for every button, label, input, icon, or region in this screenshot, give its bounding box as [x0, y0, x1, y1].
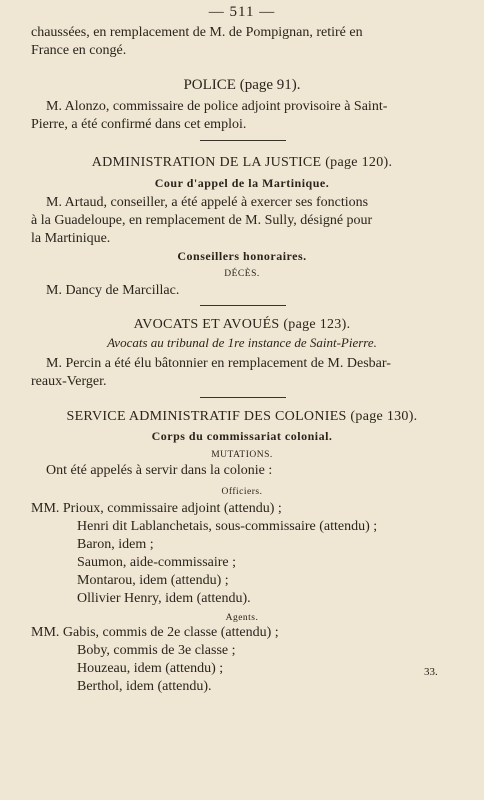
intro-line-1: chaussées, en remplacement de M. de Pompignan, retiré en	[31, 25, 363, 40]
deces-label: DÉCÈS.	[224, 269, 260, 279]
section-divider	[200, 397, 286, 398]
avocats-line-1: M. Percin a été élu bâtonnier en remplacement de M. Desbar-	[46, 356, 391, 371]
agents-label: Agents.	[225, 613, 259, 623]
officier-entry: Henri dit Lablanchetais, sous-commissaire (attendu) ;	[77, 519, 378, 534]
justice-subheading: Cour d'appel de la Martinique.	[154, 176, 330, 190]
officier-entry: Ollivier Henry, idem (attendu).	[77, 591, 251, 606]
agent-entry: Boby, commis de 3e classe ;	[77, 643, 236, 658]
avocats-subheading: Avocats au tribunal de 1re instance de Saint-Pierre.	[107, 335, 377, 350]
mutations-label: MUTATIONS.	[211, 450, 273, 460]
justice-line-2: à la Guadeloupe, en remplacement de M. Sully, désigné pour	[31, 213, 373, 228]
police-heading: POLICE (page 91).	[183, 77, 301, 93]
section-divider	[200, 140, 286, 141]
officier-entry: Montarou, idem (attendu) ;	[77, 573, 229, 588]
service-intro-line: Ont été appelés à servir dans la colonie :	[46, 463, 273, 478]
avocats-heading: AVOCATS ET AVOUÉS (page 123).	[133, 317, 351, 332]
officiers-label: Officiers.	[221, 487, 263, 497]
justice-heading: ADMINISTRATION DE LA JUSTICE (page 120).	[91, 155, 393, 170]
deces-line: M. Dancy de Marcillac.	[46, 283, 180, 298]
section-divider	[200, 305, 286, 306]
avocats-line-2: reaux-Verger.	[31, 374, 107, 389]
officier-entry: Saumon, aide-commissaire ;	[77, 555, 237, 570]
service-heading: SERVICE ADMINISTRATIF DES COLONIES (page 130).	[66, 409, 418, 424]
police-line-2: Pierre, a été confirmé dans cet emploi.	[31, 117, 247, 132]
officier-entry: Baron, idem ;	[77, 537, 154, 552]
honorary-heading: Conseillers honoraires.	[177, 249, 307, 263]
agent-entry: Berthol, idem (attendu).	[77, 679, 212, 694]
officier-entry: MM. Prioux, commissaire adjoint (attendu) ;	[31, 501, 282, 516]
agent-entry: MM. Gabis, commis de 2e classe (attendu) ;	[31, 625, 279, 640]
police-line-1: M. Alonzo, commissaire de police adjoint provisoire à Saint-	[46, 99, 388, 114]
service-subheading: Corps du commissariat colonial.	[151, 429, 333, 443]
page-number: — 511 —	[208, 4, 276, 20]
justice-line-3: la Martinique.	[31, 231, 111, 246]
agent-entry: Houzeau, idem (attendu) ;	[77, 661, 224, 676]
intro-line-2: France en congé.	[31, 43, 127, 58]
justice-line-1: M. Artaud, conseiller, a été appelé à exercer ses fonctions	[46, 195, 369, 210]
signature-mark: 33.	[424, 666, 438, 678]
